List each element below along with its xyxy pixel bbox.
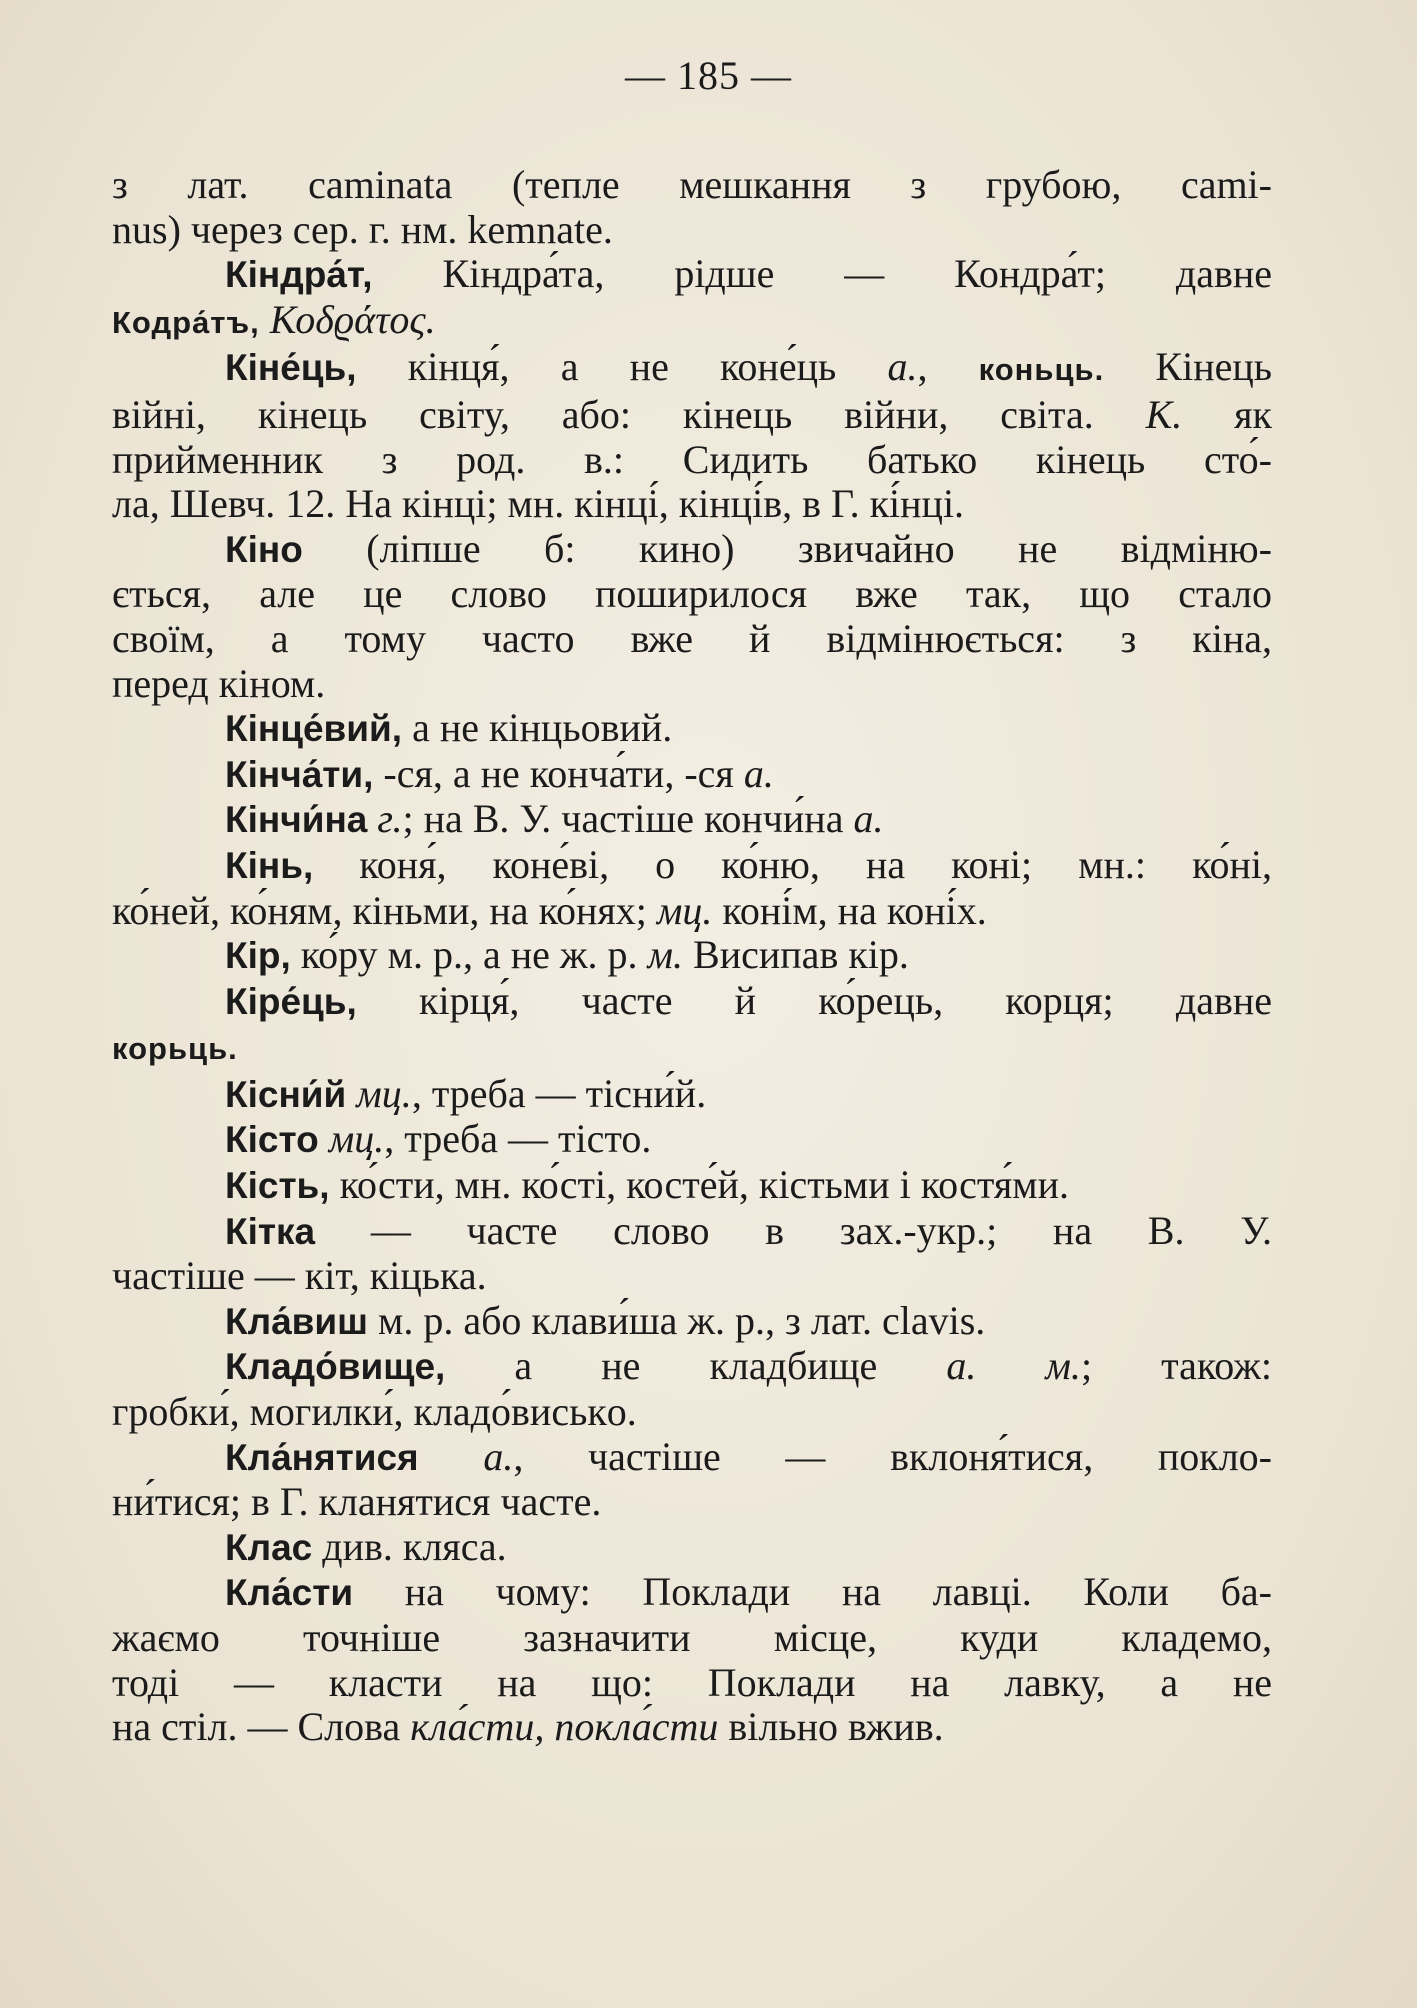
text-run: м. р. або клави́ша ж. р., з лат. clavis. xyxy=(368,1297,986,1343)
text-line xyxy=(112,163,1272,208)
text-line xyxy=(112,1616,1272,1661)
text-run xyxy=(346,1071,356,1116)
entry-line xyxy=(112,1117,1272,1163)
text-run: частіше — кіт, кіцька. xyxy=(112,1253,487,1299)
headword: Кітка xyxy=(225,1210,316,1252)
headword: Кінчи́на xyxy=(225,799,368,841)
italic-note: мц. xyxy=(328,1116,385,1162)
text-run: на чому: Поклади на лавці. Коли ба- xyxy=(353,1569,1272,1615)
text-run: прийменник з род. в.: Сидить батько кінець сто́- xyxy=(112,436,1272,482)
italic-note: мц. xyxy=(356,1070,412,1116)
headword: Кладо́вище, xyxy=(225,1346,446,1388)
entry-line xyxy=(112,1299,1272,1345)
entry-line xyxy=(112,527,1272,573)
entry-line xyxy=(112,933,1272,979)
text-run xyxy=(319,1116,329,1161)
text-run: ється, але це слово поширилося вже так, що стало xyxy=(112,571,1272,617)
text-run: кірця́, часте й ко́рець, корця; давне xyxy=(356,977,1272,1023)
text-line xyxy=(112,572,1272,617)
italic-note: а. xyxy=(887,344,918,390)
headword: Кіре́ць, xyxy=(225,980,357,1022)
text-line xyxy=(112,1390,1272,1435)
text-run: ко́ру м. р., а не ж. р. xyxy=(290,932,648,978)
text-run xyxy=(367,796,377,841)
text-run: кінця́, а не коне́ць xyxy=(356,344,888,390)
entry-line xyxy=(112,1163,1272,1209)
text-run: ; також: xyxy=(1080,1343,1272,1389)
entry-line xyxy=(112,797,1272,843)
entry-line xyxy=(112,843,1272,889)
text-run: ко́ней, ко́ням, кіньми, на ко́нях; xyxy=(112,887,657,933)
text-run: своїм, а тому часто вже й відмінюється: з кіна, xyxy=(112,615,1272,661)
text-run: ни́тися; в Г. кланятися часте. xyxy=(112,1479,602,1525)
text-run: -ся, а не конча́ти, -ся xyxy=(373,750,744,796)
entry-line xyxy=(112,1344,1272,1390)
text-run: як xyxy=(1182,391,1272,437)
italic-note: мц. xyxy=(656,887,713,933)
headword: Кість, xyxy=(225,1165,330,1207)
text-run: , треба — тісто. xyxy=(384,1116,652,1162)
headword: Кісни́й xyxy=(225,1073,347,1115)
old-form: корьць. xyxy=(112,1031,238,1067)
text-run: на стіл. — Слова xyxy=(112,1704,411,1750)
old-form: Кодра́тъ, xyxy=(112,304,260,340)
text-run: Кіндра́та, рідше — Кондра́т; давне xyxy=(372,251,1272,297)
italic-note: К. xyxy=(1145,391,1183,437)
text-line xyxy=(112,1480,1272,1525)
text-run: ко́сти, мн. ко́сті, косте́й, кістьми і костя́ми. xyxy=(329,1162,1069,1208)
text-line xyxy=(112,298,1272,346)
text-run: , треба — тісни́й. xyxy=(411,1070,707,1116)
text-line xyxy=(112,617,1272,662)
headword: Кісто xyxy=(225,1119,319,1161)
italic-note: а. xyxy=(853,796,884,842)
entry-line xyxy=(112,1570,1272,1616)
text-run: — часте слово в зах.-укр.; на В. У. xyxy=(315,1207,1272,1253)
entry-line xyxy=(112,345,1272,393)
entry-line xyxy=(112,1525,1272,1571)
text-run: коні́м, на коні́х. xyxy=(712,887,987,933)
text-run: Кінець xyxy=(1104,344,1273,390)
text-run: Висипав кір. xyxy=(683,932,909,978)
text-line xyxy=(112,1024,1272,1072)
text-run: гробки́, могилки́, кладо́виськo. xyxy=(112,1389,637,1435)
italic-note: кла́сти, покла́сти xyxy=(410,1704,719,1750)
italic-note: г. xyxy=(377,796,403,842)
text-run: ла, Шевч. 12. На кінці; мн. кінці́, кінці́в, в Г. кі́нці. xyxy=(112,481,965,527)
text-line xyxy=(112,393,1272,438)
text-run: див. кляса. xyxy=(312,1523,507,1569)
text-line xyxy=(112,662,1272,707)
text-run: з лат. caminata (тепле мешкання з грубою, cami- xyxy=(112,162,1272,207)
headword: Кінча́ти, xyxy=(225,753,374,795)
entry-line xyxy=(112,1072,1272,1118)
text-run: тоді — класти на що: Поклади на лавку, а не xyxy=(112,1659,1272,1705)
text-run: а не кладбище xyxy=(445,1343,947,1389)
headword: Кла́нятися xyxy=(225,1436,419,1478)
entry-line xyxy=(112,752,1272,798)
entry-line xyxy=(112,979,1272,1025)
text-run: війні, кінець світу, або: кінець війни, світа. xyxy=(112,391,1146,437)
text-run: ; на В. У. частіше кончи́на xyxy=(402,796,854,842)
entry-line xyxy=(112,1209,1272,1255)
headword: Кіне́ць, xyxy=(225,347,357,389)
headword: Кіно xyxy=(225,528,303,570)
headword: Кла́виш xyxy=(225,1300,368,1342)
text-line xyxy=(112,1661,1272,1706)
headword: Кінь, xyxy=(225,844,314,886)
page-number: — 185 — xyxy=(625,53,792,98)
text-run: , частіше — вклоня́тися, покло- xyxy=(513,1433,1272,1479)
headword: Кла́сти xyxy=(225,1572,354,1614)
text-run: перед кіном. xyxy=(112,660,326,706)
text-run: жаємо точніше зазначити місце, куди кладемо, xyxy=(112,1615,1272,1660)
headword: Кінце́вий, xyxy=(225,708,403,750)
body-text xyxy=(112,163,1272,1750)
text-line xyxy=(112,438,1272,483)
italic-note: Κοδϱάτος. xyxy=(269,296,436,342)
text-run xyxy=(419,1434,484,1479)
headword: Кіндра́т, xyxy=(225,254,373,296)
text-run: вільно вжив. xyxy=(718,1704,944,1750)
entry-line xyxy=(112,706,1272,752)
italic-note: а. xyxy=(743,750,774,796)
text-line xyxy=(112,1705,1272,1750)
text-line xyxy=(112,208,1272,253)
text-line xyxy=(112,482,1272,527)
italic-note: а. xyxy=(483,1433,514,1479)
headword: Клас xyxy=(225,1526,313,1568)
text-run: коня́, коне́ві, о ко́ню, на коні; мн.: ко́ні, xyxy=(313,841,1272,887)
text-run: (ліпше б: кино) звичайно не відміню- xyxy=(302,525,1272,571)
old-form: коньць. xyxy=(978,352,1105,388)
italic-note: а. м. xyxy=(946,1343,1081,1389)
text-run: , xyxy=(917,344,979,390)
headword: Кір, xyxy=(225,935,291,977)
entry-line xyxy=(112,252,1272,298)
text-run xyxy=(260,297,270,342)
text-line xyxy=(112,889,1272,934)
text-line xyxy=(112,1254,1272,1299)
text-run: nus) через сер. г. нм. kemnate. xyxy=(112,206,613,252)
text-run: а не кінцьовий. xyxy=(402,705,673,751)
italic-note: м. xyxy=(647,932,684,978)
entry-line xyxy=(112,1435,1272,1481)
